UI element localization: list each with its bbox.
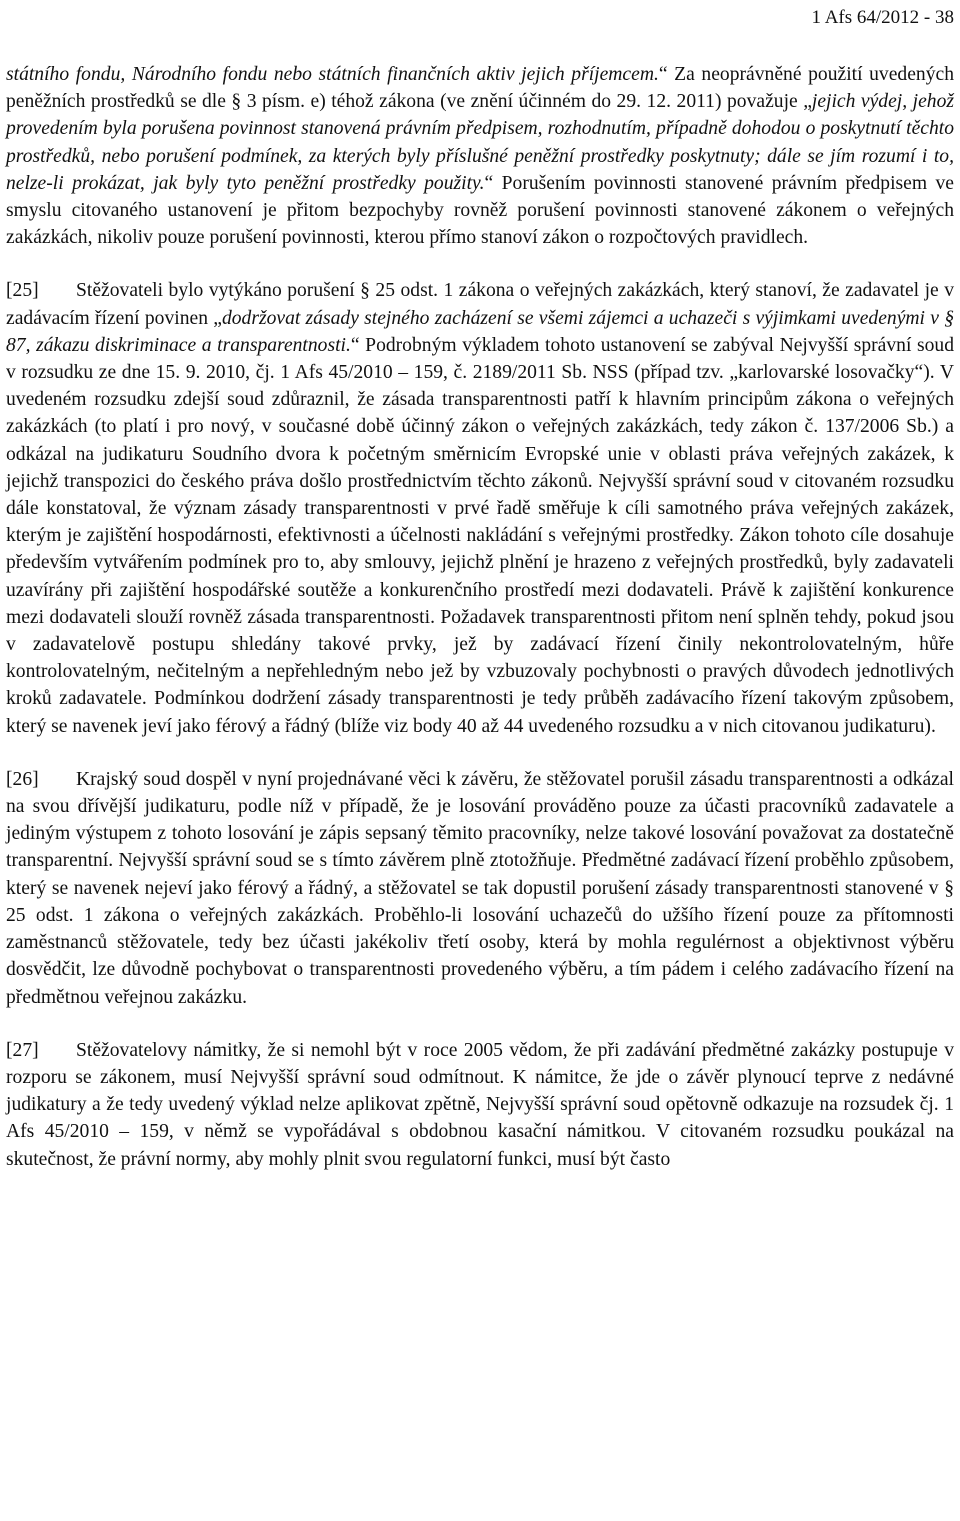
body-text: Stěžovateli bylo vytýkáno porušení § 25 odst. 1 zákona o veřejných zakázkách, který stanoví, že zadavatel je v zadávacím řízení povinen „ <box>6 280 954 329</box>
quoted-text: jejich výdej, jehož provedením byla porušena povinnost stanovená právním předpisem, rozhodnutím, případně dohodou o poskytnutí těchto prostředků, nebo porušení podmínek, za kterých byly příslušné peněžní prostředky poskytnuty; dále se jím rozumí i to, nelze-li prokázat, jak byly tyto peněžní prostředky použity. <box>6 91 954 194</box>
page-reference: 1 Afs 64/2012 - 38 <box>811 7 954 28</box>
body-text: “ Porušením povinnosti stanovené právním předpisem ve smyslu citovaného ustanovení je přitom bezpochyby rovněž porušení povinnosti stanovené zákonem o veřejných zakázkách, nikoliv pouze porušení povinnosti, kterou přímo stanoví zákon o rozpočtových pravidlech. <box>6 172 954 249</box>
body-text: Stěžovatelovy námitky, že si nemohl být v roce 2005 vědom, že při zadávání předmětné zakázky postupuje v rozporu se zákonem, musí Nejvyšší správní soud odmítnout. K námitce, že jde o závěr plynoucí teprve z nedávné judikatury a že tedy uvedený výklad nelze aplikovat zpětně, Nejvyšší správní soud opětovně odkazuje na rozsudek čj. 1 Afs 45/2010 – 159, v němž se vypořádával s obdobnou kasační námitkou. V citovaném rozsudku poukázal na skutečnost, že právní normy, aby mohly plnit svou regulatorní funkci, musí být často <box>6 1039 954 1170</box>
paragraph-number: [27] <box>6 1039 39 1061</box>
paragraph-25 <box>6 277 954 739</box>
quoted-text: státního fondu, Národního fondu nebo státních finančních aktiv jejich příjemcem. <box>6 64 659 85</box>
paragraph-26 <box>6 766 954 1011</box>
body-text: Krajský soud dospěl v nyní projednávané věci k závěru, že stěžovatel porušil zásadu transparentnosti a odkázal na svou dřívější judikaturu, podle níž v případě, že je losování prováděno pouze za účasti pracovníků zadavatele a jediným výstupem z tohoto losování je zápis sepsaný těmito pracovníky, nelze takové losování považovat za dostatečně transparentní. Nejvyšší správní soud se s tímto závěrem plně ztotožňuje. Předmětné zadávací řízení proběhlo způsobem, který se navenek nejeví jako férový a řádný, a stěžovatel se tak dopustil porušení zásady transparentnosti stanovené v § 25 odst. 1 zákona o veřejných zakázkách. Proběhlo-li losování uchazečů do užšího řízení pouze za přítomnosti zaměstnanců stěžovatele, tedy bez účasti jakékoliv třetí osoby, která by mohla regulérnost a objektivnost výběru dosvědčit, lze důvodně pochybovat o transparentnosti provedeného výběru, a tím pádem i celého zadávacího řízení na předmětnou veřejnou zakázku. <box>6 768 954 1008</box>
paragraph-number: [25] <box>6 280 39 302</box>
body-text: “ Za neoprávněné použití uvedených peněžních prostředků se dle § 3 písm. e) téhož zákona (ve znění účinném do 29. 12. 2011) považuje „ <box>6 64 954 113</box>
quoted-text: dodržovat zásady stejného zacházení se všemi zájemci a uchazeči s výjimkami uvedenými v § 87, zákazu diskriminace a transparentnosti. <box>6 307 954 356</box>
body-text: “ Podrobným výkladem tohoto ustanovení se zabýval Nejvyšší správní soud v rozsudku ze dne 15. 9. 2010, čj. 1 Afs 45/2010 – 159, č. 2189/2011 Sb. NSS (případ tzv. „karlovarské losovačky“). V uvedeném rozsudku zdejší soud zdůraznil, že zásada transparentnosti patří k hlavním principům zákona o veřejných zakázkách (to platí i pro nový, v současné době účinný zákon o veřejných zakázkách, tedy zákon č. 137/2006 Sb.) a odkázal na judikaturu Soudního dvora k početným směrnicím Evropské unie v oblasti práva veřejných zakázek, k jejichž transpozici do českého práva došlo prostřednictvím těchto zákonů. Nejvyšší správní soud v citovaném rozsudku dále konstatoval, že význam zásady transparentnosti v prvé řadě směřuje k cíli samotného práva veřejných zakázek, kterým je zajištění hospodárnosti, efektivnosti a účelnosti nakládání s veřejnými prostředky. Zákon tohoto cíle dosahuje především vytvářením podmínek pro to, aby smlouvy, jejichž plnění je hrazeno z veřejných prostředků, byly zadavateli uzavírány při zajištění hospodářské soutěže a konkurenčního prostředí mezi dodavateli. Právě k zajištění konkurence mezi dodavateli slouží rovněž zásada transparentnosti. Požadavek transparentnosti přitom není splněn tehdy, pokud jsou v zadavatelově postupu shledány takové prvky, jež by zadávací řízení činily nekontrolovatelným, hůře kontrolovatelným, nečitelným a nepřehledným nebo jež by vzbuzovaly pochybnosti o pravých důvodech jednotlivých kroků zadavatele. Podmínkou dodržení zásady transparentnosti je tedy průběh zadávacího řízení takovým způsobem, který se navenek jeví jako férový a řádný (blíže viz body 40 až 44 uvedeného rozsudku a v nich citovanou judikaturu). <box>6 334 955 737</box>
document-body <box>6 61 954 1173</box>
paragraph-continuation <box>6 61 954 251</box>
paragraph-27 <box>6 1037 954 1173</box>
paragraph-number: [26] <box>6 768 39 790</box>
